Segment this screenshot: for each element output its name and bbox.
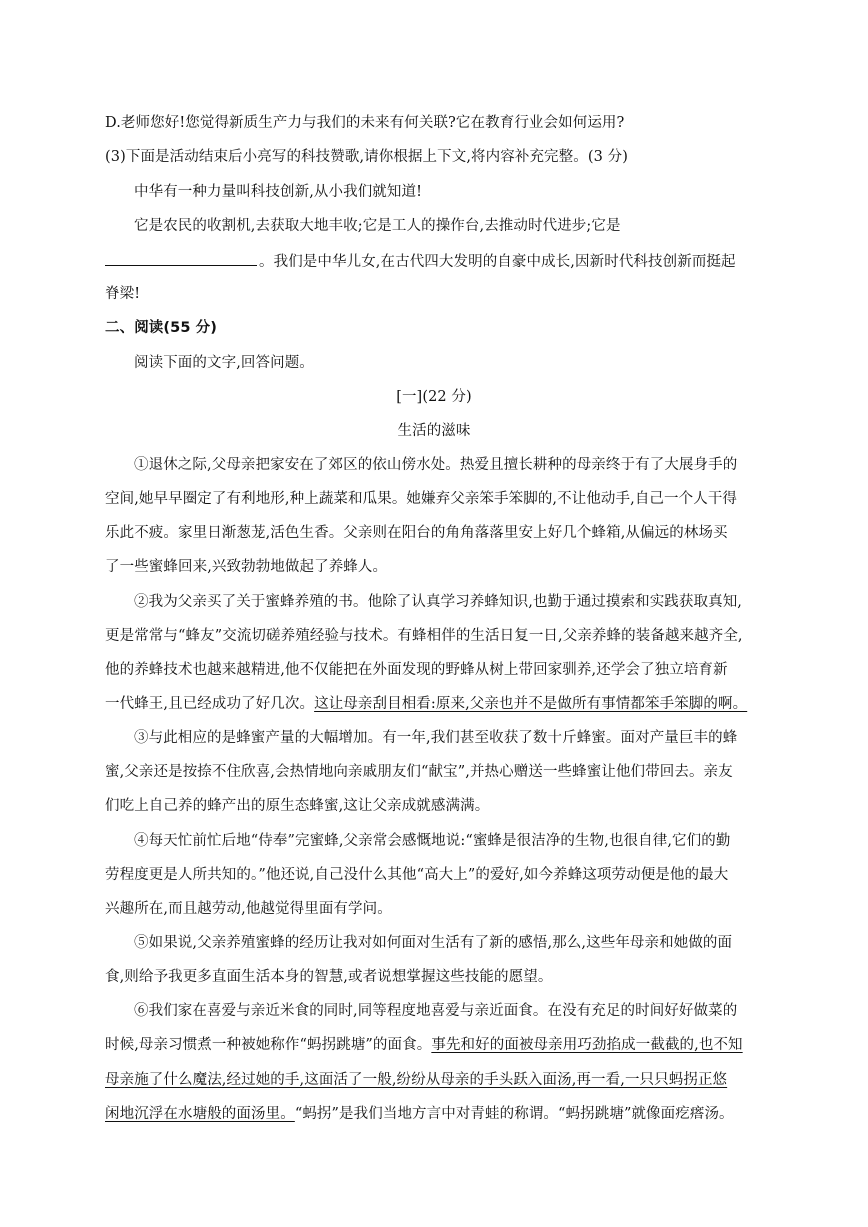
paragraph-6-underlined-line: 母亲施了什么魔法,经过她的手,这面活了一般,纷纷从母亲的手头跃入面汤,再一看,一只只蚂拐正悠: [105, 1072, 728, 1088]
poem-line-3: [105, 250, 765, 272]
answer-blank[interactable]: [105, 250, 257, 266]
paragraph-2-line: [105, 694, 765, 714]
paragraph-6-line: [105, 1104, 765, 1124]
poem-line-3-text: 。我们是中华儿女,在古代四大发明的自豪中成长,因新时代科技创新而挺起: [259, 254, 736, 270]
paragraph-1-line: 了一些蜜蜂回来,兴致勃勃地做起了养蜂人。: [105, 559, 388, 575]
section-heading: 二、阅读(55 分): [105, 320, 217, 336]
paragraph-4-line: 劳程度更是人所共知的。”他还说,自己没什么其他“高大上”的爱好,如今养蜂这项劳动便是他的最大: [105, 867, 729, 883]
underlined-sentence: 这让母亲刮目相看:原来,父亲也并不是做所有事情都笨手笨脚的啊。: [314, 696, 748, 712]
paragraph-5-line: 食,则给予我更多直面生活本身的智慧,或者说想掌握这些技能的愿望。: [105, 969, 553, 985]
poem-line-1: 中华有一种力量叫科技创新,从小我们就知道!: [134, 184, 423, 200]
paragraph-5-line: ⑤如果说,父亲养殖蜜蜂的经历让我对如何面对生活有了新的感悟,那么,这些年母亲和她做的面: [134, 935, 733, 951]
paragraph-6-text: 时候,母亲习惯煮一种被她称作“蚂拐跳塘”的面食。: [105, 1037, 432, 1053]
paragraph-1-line: 乐此不疲。家里日渐葱茏,活色生香。父亲则在阳台的角角落落里安上好几个蜂箱,从偏远的林场买: [105, 525, 728, 541]
reading-instruction: 阅读下面的文字,回答问题。: [134, 355, 314, 371]
paragraph-4-line: 兴趣所在,而且越劳动,他越觉得里面有学问。: [105, 901, 392, 917]
paragraph-2-line: ②我为父亲买了关于蜜蜂养殖的书。他除了认真学习养蜂知识,也勤于通过摸索和实践获取真知,: [134, 594, 743, 610]
part-label: [一](22 分): [396, 389, 472, 405]
paragraph-3-line: 蜜,父亲还是按捺不住欣喜,会热情地向亲戚朋友们“献宝”,并热心赠送一些蜂蜜让他们带回去。亲友: [105, 764, 733, 780]
paragraph-3-line: 们吃上自己养的蜂产出的原生态蜂蜜,这让父亲成就感满满。: [105, 798, 490, 814]
paragraph-1-line: 空间,她早早圈定了有利地形,种上蔬菜和瓜果。她嫌弃父亲笨手笨脚的,不让他动手,自己一个人干得: [105, 491, 738, 507]
poem-line-4: 脊梁!: [105, 286, 141, 302]
paragraph-2-text: 一代蜂王,且已经成功了好几次。: [105, 696, 315, 712]
underlined-sentence: 闲地沉浮在水塘般的面汤里。: [105, 1106, 295, 1122]
question-3: (3)下面是活动结束后小亮写的科技赞歌,请你根据上下文,将内容补充完整。(3 分): [105, 149, 629, 165]
article-title: 生活的滋味: [397, 423, 471, 439]
paragraph-3-line: ③与此相应的是蜂蜜产量的大幅增加。有一年,我们甚至收获了数十斤蜂蜜。面对产量巨丰的蜂: [134, 730, 738, 746]
paragraph-6-text: “蚂拐”是我们当地方言中对青蛙的称谓。“蚂拐跳塘”就像面疙瘩汤。: [294, 1106, 734, 1122]
poem-line-2: 它是农民的收割机,去获取大地丰收;它是工人的操作台,去推动时代进步;它是: [134, 218, 621, 234]
paragraph-2-line: 他的养蜂技术也越来越精进,他不仅能把在外面发现的野蜂从树上带回家驯养,还学会了独立培育新: [105, 662, 728, 678]
paragraph-2-line: 更是常常与“蜂友”交流切磋养殖经验与技术。有蜂相伴的生活日复一日,父亲养蜂的装备越来越齐全,: [105, 628, 743, 644]
paragraph-4-line: ④每天忙前忙后地“侍奉”完蜜蜂,父亲常会感慨地说:“蜜蜂是很洁净的生物,也很自律,它们的勤: [134, 833, 731, 849]
paragraph-6-line: ⑥我们家在喜爱与亲近米食的同时,同等程度地喜爱与亲近面食。在没有充足的时间好好做菜的: [134, 1003, 738, 1019]
option-d: D.老师您好!您觉得新质生产力与我们的未来有何关联?它在教育行业会如何运用?: [105, 115, 625, 131]
paragraph-1-line: ①退休之际,父母亲把家安在了郊区的依山傍水处。热爱且擅长耕种的母亲终于有了大展身手的: [134, 457, 738, 473]
underlined-sentence: 事先和好的面被母亲用巧劲掐成一截截的,也不知: [431, 1037, 743, 1053]
paragraph-6-line: [105, 1035, 765, 1055]
